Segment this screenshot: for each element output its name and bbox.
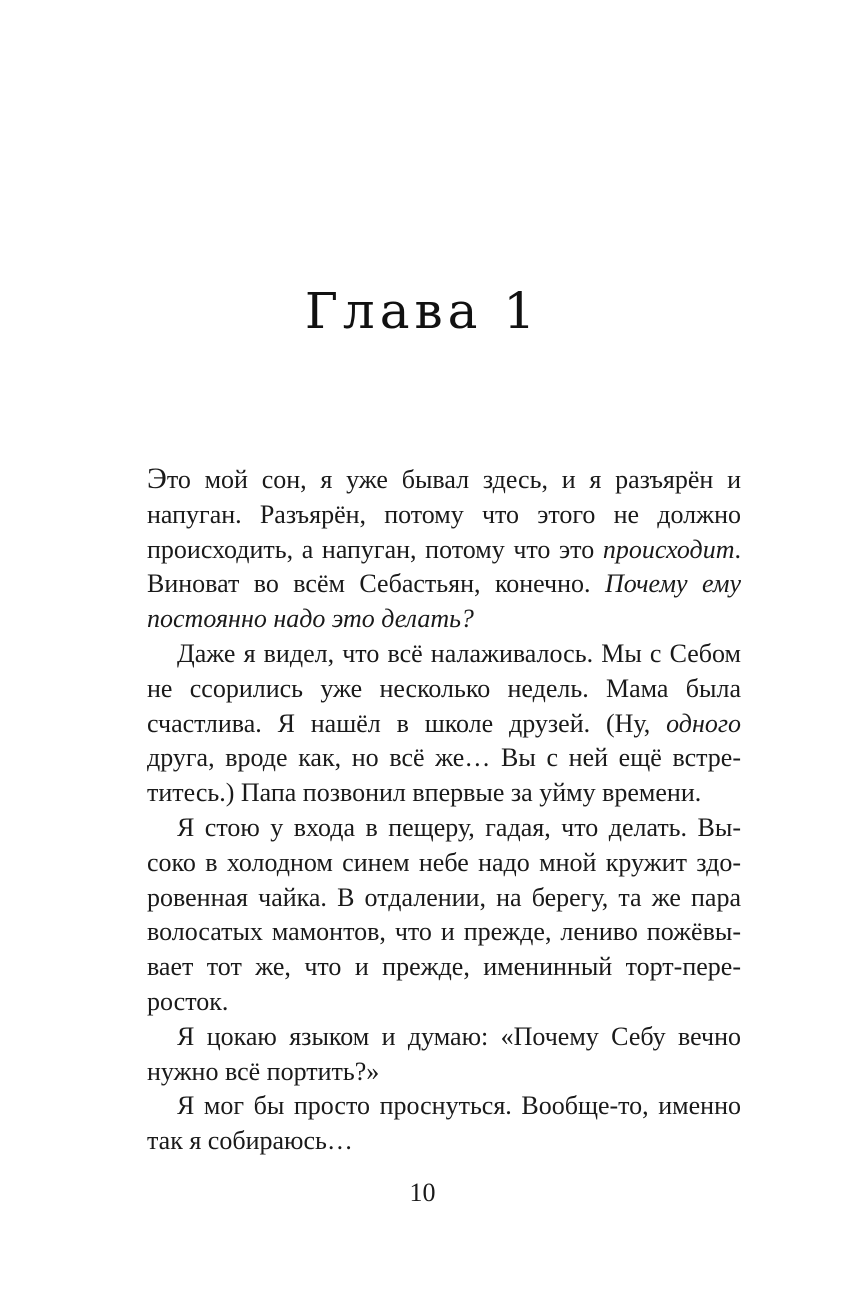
paragraph-2 bbox=[147, 637, 741, 811]
text-segment: Я мог бы просто проснуться. Вообще-то, именно так я собираюсь… bbox=[147, 1091, 741, 1156]
paragraph-5 bbox=[147, 1089, 741, 1159]
italic-segment: происходит bbox=[602, 534, 735, 564]
paragraph-4 bbox=[147, 1020, 741, 1090]
paragraph-1 bbox=[147, 462, 741, 637]
text-segment: . Виноват во всём Себастьян, конечно. bbox=[147, 534, 741, 599]
paragraph-3 bbox=[147, 811, 741, 1020]
text-segment: Я стою у входа в пещеру, гадая, что делать. Высоко в холодном синем небе надо мной кружит здоровенная чайка. В отдалении, на берегу, та же пара волосатых мамонтов, что и прежде, лениво пожёвывает тот же, что и прежде, именинный торт-переросток. bbox=[147, 812, 741, 1016]
text-segment: то мой сон, я уже бывал здесь, и я разъярён и напуган. Разъярён, потому что этого не должно происходить, а напуган, потому что это bbox=[147, 465, 741, 564]
page-number: 10 bbox=[409, 1178, 436, 1207]
text-segment: друга, вроде как, но всё же… Вы с ней ещё встретитесь.) Папа позвонил впервые за уйму времени. bbox=[147, 743, 741, 808]
text-segment: Я цокаю языком и думаю: «Почему Себу вечно нужно всё портить?» bbox=[147, 1021, 741, 1086]
italic-segment: одного bbox=[666, 708, 741, 738]
body-text bbox=[147, 462, 741, 1159]
chapter-title: Глава 1 bbox=[304, 281, 541, 340]
italic-segment: Почему ему постоянно надо это делать? bbox=[147, 569, 741, 634]
drop-cap: Э bbox=[147, 462, 167, 495]
text-segment: Даже я видел, что всё налаживалось. Мы с Себом не ссорились уже несколько недель. Мама была счастлива. Я нашёл в школе друзей. (Ну, bbox=[147, 638, 741, 738]
